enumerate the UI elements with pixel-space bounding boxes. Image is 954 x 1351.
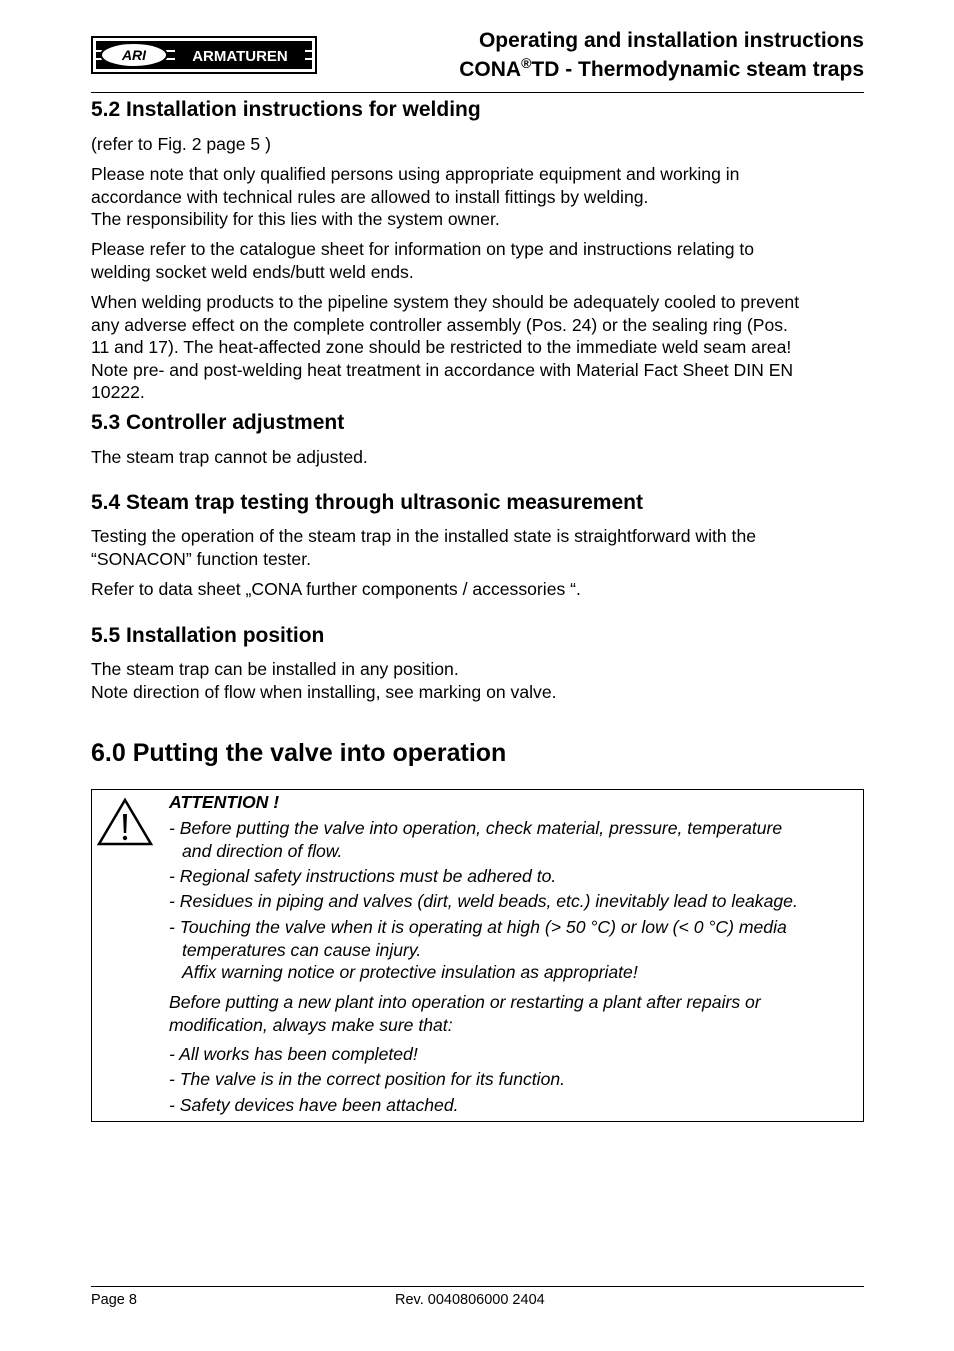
product-name: CONA xyxy=(459,58,522,81)
attention-item-temperature-injury xyxy=(169,916,787,984)
text-line: and direction of flow. xyxy=(182,840,343,861)
attention-before-start-paragraph xyxy=(169,991,761,1036)
svg-text:ARMATUREN: ARMATUREN xyxy=(192,48,288,65)
text-line: The steam trap can be installed in any position. xyxy=(91,659,459,679)
attention-check-valve-position: - The valve is in the correct position for its function. xyxy=(169,1069,566,1089)
text-line: any adverse effect on the complete controller assembly (Pos. 24) or the sealing ring (Pos. xyxy=(91,314,788,335)
revision-number: Rev. 0040806000 2404 xyxy=(395,1292,545,1308)
section-5-4-sonacon-paragraph xyxy=(91,525,864,570)
page-header xyxy=(91,26,864,92)
document-title-line-1: Operating and installation instructions xyxy=(478,29,864,52)
attention-item-regional-safety: - Regional safety instructions must be adhered to. xyxy=(169,866,557,886)
section-5-3-heading: 5.3 Controller adjustment xyxy=(91,411,345,434)
section-5-5-paragraph xyxy=(91,658,864,703)
section-5-5-heading: 5.5 Installation position xyxy=(91,624,325,647)
attention-box xyxy=(91,789,864,1122)
registered-mark: ® xyxy=(521,55,532,71)
section-5-2-catalogue-paragraph xyxy=(91,238,864,283)
section-5-2-cooling-paragraph xyxy=(91,291,864,404)
text-line: 11 and 17). The heat-affected zone should be restricted to the immediate weld seam area! xyxy=(91,337,792,358)
product-description: TD - Thermodynamic steam traps xyxy=(531,58,864,81)
text-line: modification, always make sure that: xyxy=(169,1014,453,1035)
text-line: - Touching the valve when it is operating at high (> 50 °C) or low (< 0 °C) media xyxy=(169,917,787,937)
text-line: temperatures can cause injury. xyxy=(182,939,422,960)
text-line: When welding products to the pipeline system they should be adequately cooled to prevent xyxy=(91,292,800,312)
section-6-0-heading: 6.0 Putting the valve into operation xyxy=(91,739,507,767)
document-title xyxy=(459,26,864,84)
text-line: Testing the operation of the steam trap in the installed state is straightforward with the xyxy=(91,526,757,546)
section-5-2-heading: 5.2 Installation instructions for welding xyxy=(91,98,481,121)
text-line: Affix warning notice or protective insulation as appropriate! xyxy=(182,962,638,983)
attention-title: ATTENTION ! xyxy=(169,792,280,812)
text-line: The responsibility for this lies with the system owner. xyxy=(91,209,500,230)
section-5-2-reference: (refer to Fig. 2 page 5 ) xyxy=(91,134,271,154)
text-line: Please note that only qualified persons using appropriate equipment and working in xyxy=(91,164,740,184)
text-line: - Before putting the valve into operation, check material, pressure, temperature xyxy=(169,818,783,838)
text-line: 10222. xyxy=(91,382,145,403)
text-line: Please refer to the catalogue sheet for information on type and instructions relating to xyxy=(91,239,755,259)
text-line: “SONACON” function tester. xyxy=(91,548,311,569)
text-line: Before putting a new plant into operation or restarting a plant after repairs or xyxy=(169,992,761,1012)
text-line: Note direction of flow when installing, see marking on valve. xyxy=(91,681,557,702)
section-5-2-qualified-persons-paragraph xyxy=(91,163,864,231)
attention-check-works-completed: - All works has been completed! xyxy=(169,1044,418,1064)
document-title-line-2 xyxy=(459,55,864,84)
text-line: welding socket weld ends/butt weld ends. xyxy=(91,261,414,282)
text-line: accordance with technical rules are allowed to install fittings by welding. xyxy=(91,186,649,207)
header-divider xyxy=(91,92,864,93)
ari-armaturen-logo xyxy=(91,36,317,74)
section-5-4-heading: 5.4 Steam trap testing through ultrasonic measurement xyxy=(91,491,643,514)
footer-divider xyxy=(91,1286,864,1287)
attention-check-safety-devices: - Safety devices have been attached. xyxy=(169,1095,459,1115)
attention-item-residues: - Residues in piping and valves (dirt, weld beads, etc.) inevitably lead to leakage. xyxy=(169,891,798,911)
text-line: Note pre- and post-welding heat treatment in accordance with Material Fact Sheet DIN EN xyxy=(91,359,794,380)
attention-item-check-material xyxy=(169,817,782,862)
section-5-3-text: The steam trap cannot be adjusted. xyxy=(91,447,368,467)
svg-text:ARI: ARI xyxy=(121,47,147,63)
section-5-4-data-sheet-reference: Refer to data sheet „CONA further components / accessories “. xyxy=(91,579,581,599)
warning-triangle-icon xyxy=(96,797,154,847)
page-number: Page 8 xyxy=(91,1292,137,1308)
